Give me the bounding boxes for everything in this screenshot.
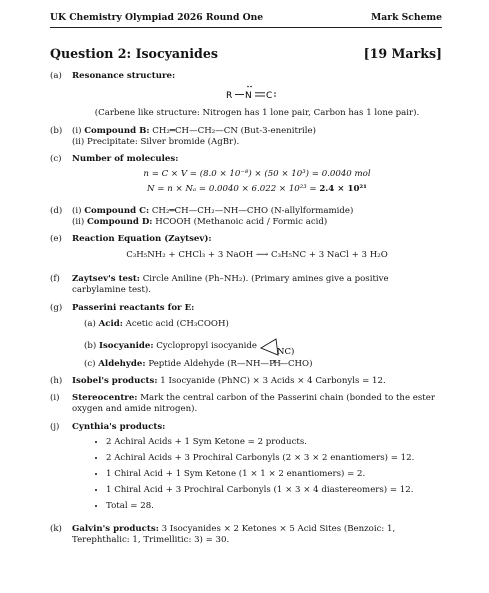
- passerini-acid: [84, 319, 442, 330]
- part-i-heading: Stereocentre:: [72, 393, 138, 404]
- part-f-text: Circle Aniline (Ph–NH₂). (Primary amines give a positive carbylamine test).: [72, 274, 389, 296]
- sub-label: (c): [84, 358, 96, 369]
- c-lone-pair-dot: [274, 93, 276, 95]
- part-label: (c): [50, 154, 62, 164]
- question-marks: [19 Marks]: [363, 45, 442, 61]
- sub-label: (i): [72, 205, 82, 216]
- part-b-ii: [72, 137, 442, 148]
- part-label: (k): [50, 523, 62, 534]
- part-f-heading: Zaytsev's test:: [72, 274, 140, 285]
- part-k: [50, 524, 442, 546]
- compound-d-name: (Methanoic acid / Formic acid): [193, 216, 328, 227]
- sub-label: (a): [84, 318, 96, 329]
- c-atom: C: [266, 91, 273, 102]
- r-atom: R: [226, 91, 233, 102]
- part-b: [50, 126, 442, 148]
- aldehyde-overlap-text: PH: [269, 358, 280, 369]
- part-k-heading: Galvin's products:: [72, 523, 159, 534]
- part-a-note: (Carbene like structure: Nitrogen has 1 lone pair, Carbon has 1 lone pair).: [94, 108, 420, 119]
- part-label: (i): [50, 393, 60, 404]
- part-d-ii: [72, 217, 442, 228]
- part-label: (h): [50, 376, 63, 387]
- part-label: (f): [50, 274, 60, 285]
- part-k-text: 3 Isocyanides × 2 Ketones × 5 Acid Sites (Benzoic: 1, Terephthalic: 1, Trimellitic: 3) = 30.: [72, 523, 396, 545]
- moles-equation: n = C × V = (8.0 × 10⁻⁸) × (50 × 10³) = 0.0040 mol: [143, 169, 371, 180]
- part-c-heading: Number of molecules:: [72, 154, 179, 164]
- compound-d-formula: HCOOH: [155, 216, 191, 227]
- part-e-heading: Reaction Equation (Zaytsev):: [72, 233, 212, 244]
- list-item: • 2 Achiral Acids + 3 Prochiral Carbonyls (2 × 3 × 2 enantiomers) = 12.: [106, 453, 442, 464]
- reaction-equation: C₃H₅NH₂ + CHCl₃ + 3 NaOH ⟶ C₃H₅NC + 3 NaCl + 3 H₂O: [126, 250, 388, 261]
- molecules-equation-lhs: N = n × Nₐ = 0.0040 × 6.022 × 10²³ =: [147, 184, 320, 195]
- cyclopropyl-ring: [261, 339, 278, 355]
- part-j: [50, 422, 442, 518]
- sub-label: (ii): [72, 136, 85, 147]
- cyclopropyl-isocyanide-diagram: [259, 337, 299, 357]
- part-i-text: Mark the central carbon of the Passerini chain (bonded to the ester oxygen and amide nitrogen).: [72, 393, 435, 415]
- compound-b-name: (But-3-enenitrile): [240, 125, 316, 136]
- aldehyde-text-end: —CHO): [279, 358, 313, 369]
- part-label: (g): [50, 302, 63, 313]
- c-lone-pair-dot: [274, 96, 276, 98]
- n-atom: N: [245, 91, 252, 102]
- compound-d-heading: Compound D:: [86, 216, 153, 227]
- part-c: [50, 154, 442, 200]
- part-g: [50, 303, 442, 371]
- part-h-heading: Isobel's products:: [72, 376, 158, 387]
- part-h: [50, 376, 442, 387]
- part-label: (j): [50, 421, 60, 432]
- part-label: (a): [50, 71, 62, 82]
- compound-c-heading: Compound C:: [84, 205, 150, 216]
- passerini-isocyanide: [84, 337, 442, 357]
- part-f: [50, 274, 442, 296]
- passerini-aldehyde: [84, 359, 442, 370]
- question-title: Question 2: Isocyanides: [50, 45, 218, 61]
- isocyanide-heading: Isocyanide:: [98, 341, 154, 352]
- header-doc-type: Mark Scheme: [371, 12, 442, 23]
- list-item: • Total = 28.: [106, 501, 442, 512]
- precipitate-text: Precipitate: Silver bromide (AgBr).: [86, 136, 240, 147]
- part-d-i: [72, 206, 442, 217]
- molecules-equation: [72, 184, 442, 195]
- aldehyde-heading: Aldehyde:: [98, 358, 146, 369]
- part-label: (e): [50, 233, 62, 244]
- compound-c-name: (N-allylformamide): [270, 205, 354, 216]
- header-title: UK Chemistry Olympiad 2026 Round One: [50, 12, 264, 23]
- n-lone-pair-dot: [250, 86, 252, 88]
- acid-heading: Acid:: [98, 318, 123, 329]
- question-heading: [50, 46, 442, 62]
- sub-label: (b): [84, 341, 97, 352]
- isocyanide-group-paren: ): [291, 346, 295, 357]
- isocyanide-group-label: NC: [277, 346, 291, 357]
- aldehyde-text: Peptide Aldehyde (R—NH—: [148, 358, 270, 369]
- molecules-result: 2.4 × 10²¹: [319, 184, 367, 195]
- page-header: [50, 12, 442, 28]
- part-h-text: 1 Isocyanide (PhNC) × 3 Acids × 4 Carbonyls = 12.: [160, 376, 386, 387]
- n-lone-pair-dot: [247, 86, 249, 88]
- part-a: [50, 71, 442, 119]
- part-j-heading: Cynthia's products:: [72, 421, 166, 432]
- isocyanide-text: Cyclopropyl isocyanide: [156, 341, 258, 352]
- sub-label: (i): [72, 125, 82, 136]
- compound-b-heading: Compound B:: [84, 125, 150, 136]
- part-label: (b): [50, 125, 63, 136]
- resonance-structure: [72, 84, 442, 104]
- part-label: (d): [50, 205, 63, 216]
- list-item: • 1 Chiral Acid + 3 Prochiral Carbonyls (1 × 3 × 4 diastereomers) = 12.: [106, 485, 442, 496]
- cynthia-products-list: [72, 437, 442, 513]
- compound-c-formula: CH₂═CH—CH₂—NH—CHO: [151, 205, 269, 216]
- part-d: [50, 206, 442, 228]
- sub-label: (ii): [72, 216, 85, 227]
- part-b-i: [72, 126, 442, 137]
- acid-text: Acetic acid (CH₃COOH): [125, 318, 229, 329]
- compound-b-formula: CH₂═CH—CH₂—CN: [152, 125, 238, 136]
- part-g-heading: Passerini reactants for E:: [72, 302, 195, 313]
- part-i: [50, 393, 442, 415]
- part-a-heading: Resonance structure:: [72, 71, 176, 82]
- list-item: • 1 Chiral Acid + 1 Sym Ketone (1 × 1 × 2 enantiomers) = 2.: [106, 469, 442, 480]
- part-e: [50, 234, 442, 268]
- list-item: • 2 Achiral Acids + 1 Sym Ketone = 2 products.: [106, 437, 442, 448]
- resonance-structure-diagram: [222, 84, 292, 104]
